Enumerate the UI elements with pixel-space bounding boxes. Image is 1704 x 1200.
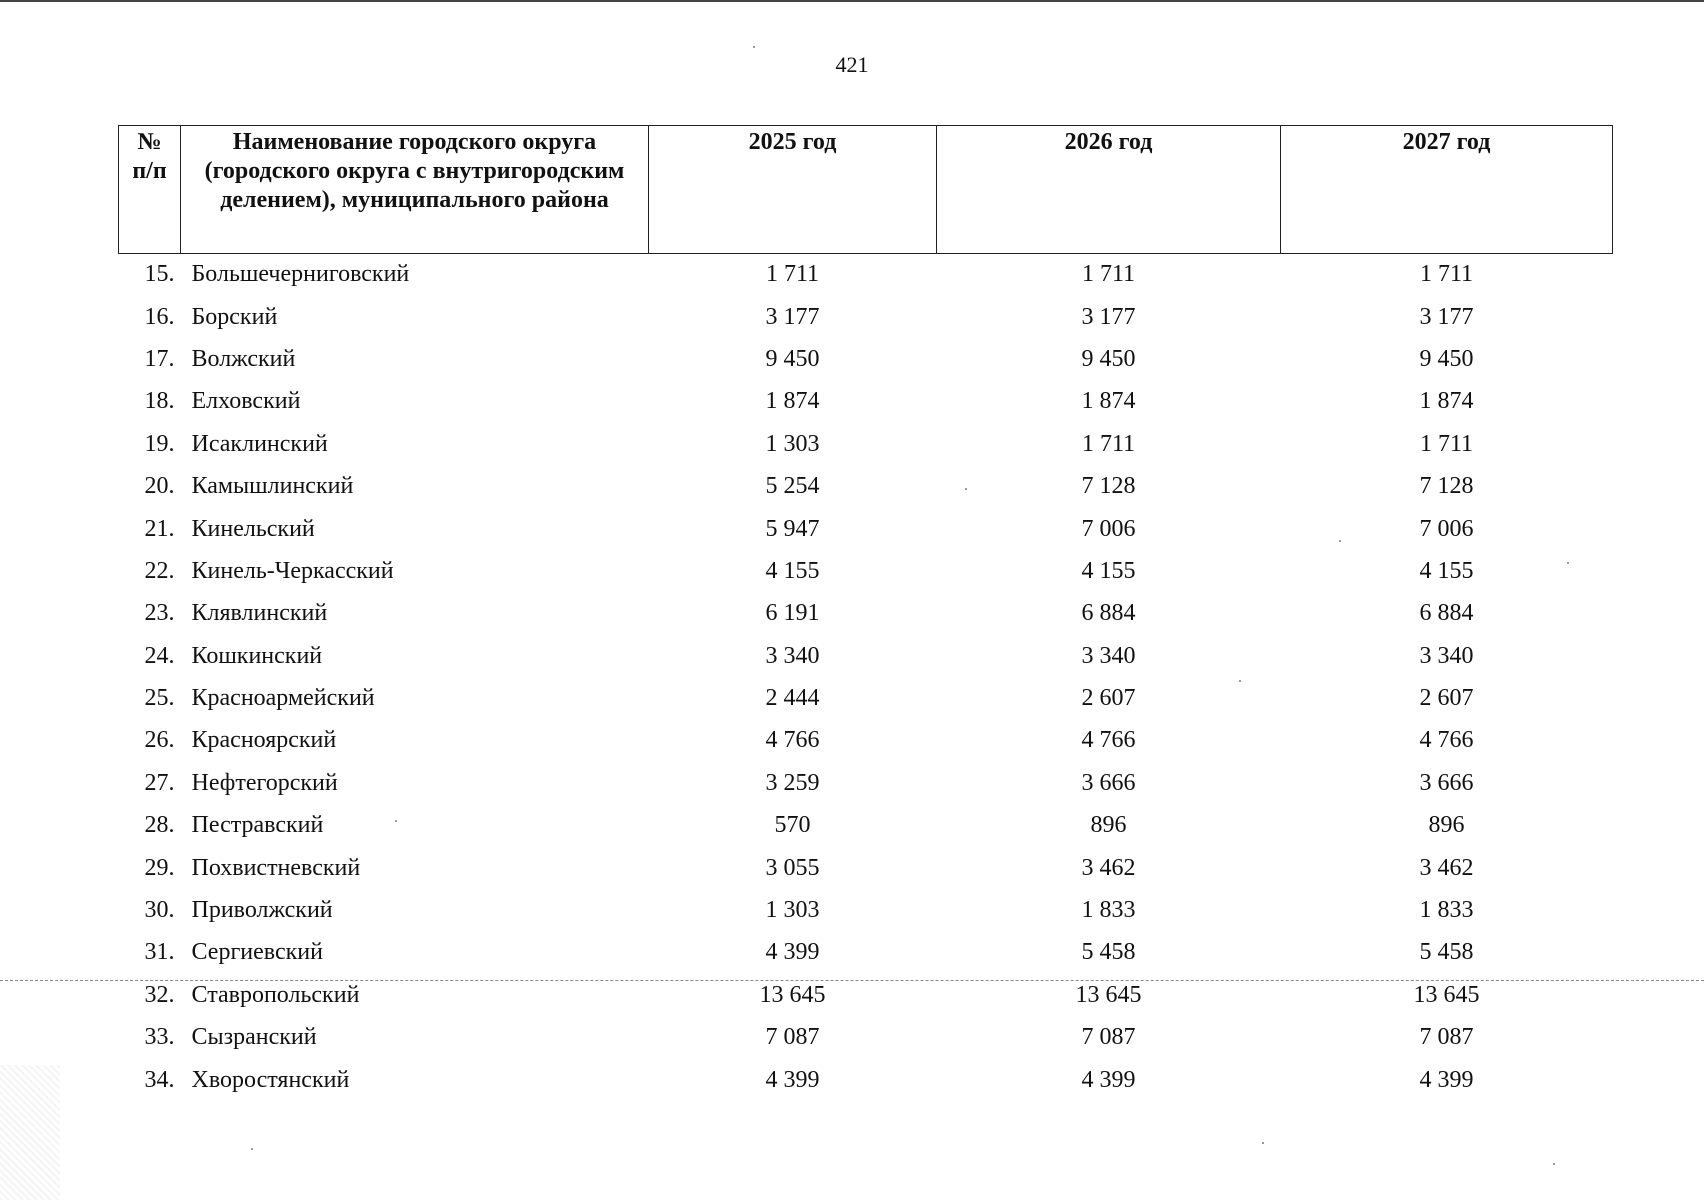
header-name: Наименование городского округа (городского округа с внутригородским делением), муниципального района [181,126,649,254]
district-name: Волжский [191,345,296,372]
value-2027: 9 450 [1419,345,1474,372]
value-2025: 4 399 [765,939,820,966]
table-row [119,465,1613,507]
row-number: 34. [144,1066,175,1093]
table-row [119,847,1613,889]
value-2025: 5 254 [765,473,820,500]
value-2025: 3 177 [765,303,820,330]
table-row [119,381,1613,423]
table-row [119,805,1613,847]
table-row [119,932,1613,974]
page-top-border [0,0,1704,2]
value-2026: 1 833 [1081,897,1136,924]
district-name: Пестравский [191,812,324,839]
scan-speck [1553,1163,1555,1165]
value-2026: 4 766 [1081,727,1136,754]
scan-speck [1239,680,1241,682]
scan-speck [395,820,397,822]
value-2026: 3 340 [1081,642,1136,669]
value-2026: 3 462 [1081,854,1136,881]
district-name: Кошкинский [191,642,323,669]
scan-speck [753,46,755,48]
table-row [119,338,1613,380]
scan-speck [1262,1142,1264,1144]
allocation-table-container [118,125,1612,1101]
value-2025: 4 766 [765,727,820,754]
value-2027: 4 399 [1419,1066,1474,1093]
value-2027: 3 666 [1419,769,1474,796]
scan-speck [251,1148,253,1150]
row-number: 29. [144,854,175,881]
header-2027: 2027 год [1281,126,1613,254]
value-2027: 3 177 [1419,303,1474,330]
district-name: Хворостянский [191,1066,350,1093]
value-2026: 1 711 [1081,430,1136,457]
row-number: 31. [144,939,175,966]
district-name: Большечерниговский [191,261,410,288]
row-number: 33. [144,1024,175,1051]
table-body [119,254,1613,1102]
value-2026: 3 177 [1081,303,1136,330]
value-2026: 7 128 [1081,473,1136,500]
header-num: № п/п [119,126,181,254]
value-2026: 5 458 [1081,939,1136,966]
district-name: Красноярский [191,727,337,754]
value-2025: 1 303 [765,430,820,457]
value-2026: 7 006 [1081,515,1136,542]
value-2025: 3 259 [765,769,820,796]
value-2027: 13 645 [1413,981,1480,1008]
table-row [119,720,1613,762]
value-2027: 896 [1428,812,1465,839]
table-row [119,254,1613,296]
value-2027: 4 155 [1419,557,1474,584]
value-2027: 1 711 [1419,430,1474,457]
table-header [119,126,1613,254]
value-2027: 3 340 [1419,642,1474,669]
value-2026: 6 884 [1081,600,1136,627]
scan-fold-line [0,980,1704,981]
district-name: Красноармейский [191,685,375,712]
value-2026: 4 399 [1081,1066,1136,1093]
value-2025: 3 055 [765,854,820,881]
district-name: Исаклинский [191,430,328,457]
table-row [119,508,1613,550]
district-name: Камышлинский [191,473,354,500]
district-name: Ставропольский [191,981,360,1008]
row-number: 15. [144,261,175,288]
table-row [119,889,1613,931]
header-2026: 2026 год [937,126,1281,254]
scan-noise [0,1065,60,1200]
district-name: Клявлинский [191,600,328,627]
value-2026: 896 [1090,812,1127,839]
row-number: 24. [144,642,175,669]
table-row [119,762,1613,804]
value-2026: 1 874 [1081,388,1136,415]
row-number: 22. [144,557,175,584]
value-2027: 7 006 [1419,515,1474,542]
value-2025: 1 711 [765,261,820,288]
scan-speck [1567,562,1569,564]
district-name: Приволжский [191,897,333,924]
row-number: 23. [144,600,175,627]
district-name: Кинельский [191,515,315,542]
allocation-table [118,125,1613,1101]
header-2025: 2025 год [649,126,937,254]
row-number: 26. [144,727,175,754]
table-row [119,677,1613,719]
district-name: Похвистневский [191,854,361,881]
value-2026: 3 666 [1081,769,1136,796]
district-name: Сергиевский [191,939,323,966]
value-2027: 6 884 [1419,600,1474,627]
value-2026: 13 645 [1075,981,1142,1008]
district-name: Кинель-Черкасский [191,557,394,584]
value-2025: 2 444 [765,685,820,712]
row-number: 27. [144,769,175,796]
row-number: 21. [144,515,175,542]
district-name: Борский [191,303,278,330]
value-2026: 7 087 [1081,1024,1136,1051]
header-row [119,126,1613,254]
district-name: Елховский [191,388,301,415]
value-2027: 1 874 [1419,388,1474,415]
value-2027: 2 607 [1419,685,1474,712]
row-number: 17. [144,345,175,372]
page-number: 421 [835,52,869,77]
value-2025: 7 087 [765,1024,820,1051]
value-2025: 4 155 [765,557,820,584]
table-row [119,423,1613,465]
value-2025: 9 450 [765,345,820,372]
value-2025: 6 191 [765,600,820,627]
row-number: 18. [144,388,175,415]
value-2025: 570 [774,812,811,839]
district-name: Нефтегорский [191,769,338,796]
value-2026: 1 711 [1081,261,1136,288]
value-2025: 3 340 [765,642,820,669]
row-number: 20. [144,473,175,500]
value-2026: 2 607 [1081,685,1136,712]
value-2027: 4 766 [1419,727,1474,754]
row-number: 30. [144,897,175,924]
value-2027: 7 128 [1419,473,1474,500]
value-2026: 9 450 [1081,345,1136,372]
value-2025: 1 874 [765,388,820,415]
row-number: 19. [144,430,175,457]
value-2027: 5 458 [1419,939,1474,966]
row-number: 32. [144,981,175,1008]
table-row [119,296,1613,338]
value-2027: 1 711 [1419,261,1474,288]
table-row [119,635,1613,677]
row-number: 16. [144,303,175,330]
scan-speck [1339,540,1341,542]
row-number: 28. [144,812,175,839]
value-2027: 7 087 [1419,1024,1474,1051]
table-row [119,593,1613,635]
value-2025: 1 303 [765,897,820,924]
value-2025: 5 947 [765,515,820,542]
table-row [119,550,1613,592]
value-2025: 13 645 [759,981,826,1008]
district-name: Сызранский [191,1024,317,1051]
value-2027: 3 462 [1419,854,1474,881]
value-2025: 4 399 [765,1066,820,1093]
value-2026: 4 155 [1081,557,1136,584]
scan-speck [965,488,967,490]
table-row [119,1017,1613,1059]
table-row [119,1059,1613,1101]
value-2027: 1 833 [1419,897,1474,924]
row-number: 25. [144,685,175,712]
